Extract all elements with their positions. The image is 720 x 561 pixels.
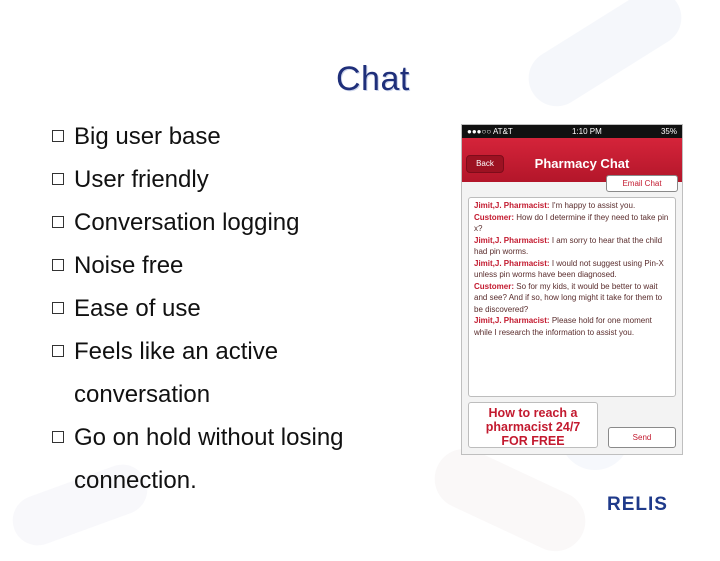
bullet-item: Ease of use bbox=[52, 294, 412, 324]
chat-message: Customer: So for my kids, it would be better to wait and see? And if so, how long might it take for them to be discovered? bbox=[474, 281, 663, 314]
carrier-label: ●●●○○ AT&T bbox=[467, 127, 513, 136]
bullet-item: User friendly bbox=[52, 165, 412, 195]
decorative-pill bbox=[518, 0, 692, 117]
clock-label: 1:10 PM bbox=[571, 127, 602, 136]
bullet-item: Noise free bbox=[52, 251, 412, 281]
bullet-box-icon bbox=[52, 345, 64, 357]
battery-label: 35% bbox=[660, 127, 677, 136]
chat-message: Customer: How do I determine if they need to take pin x? bbox=[474, 212, 669, 233]
nav-title: Pharmacy Chat bbox=[534, 156, 630, 171]
bullet-box-icon bbox=[52, 302, 64, 314]
chat-message: Jimit,J. Pharmacist: I'm happy to assist you. bbox=[474, 201, 636, 210]
bullet-item: Big user base bbox=[52, 122, 412, 152]
bullet-item: Go on hold without losing connection. bbox=[52, 423, 412, 496]
relis-logo: RELIS bbox=[607, 494, 668, 515]
send-button[interactable]: Send bbox=[608, 427, 676, 448]
bullet-list bbox=[52, 122, 412, 509]
bullet-item: Conversation logging bbox=[52, 208, 412, 238]
bullet-box-icon bbox=[52, 173, 64, 185]
pharmacist-ad-banner[interactable]: How to reach a pharmacist 24/7 FOR FREE bbox=[468, 402, 598, 448]
chat-log[interactable] bbox=[468, 197, 676, 397]
bullet-box-icon bbox=[52, 259, 64, 271]
chat-message: Jimit,J. Pharmacist: Please hold for one moment while I research the information to assist you. bbox=[474, 316, 652, 337]
bullet-box-icon bbox=[52, 431, 64, 443]
bullet-box-icon bbox=[52, 130, 64, 142]
chat-message: Jimit,J. Pharmacist: I would not suggest using Pin-X unless pin worms have been diagnosed. bbox=[474, 258, 664, 279]
bullet-item: Feels like an active conversation bbox=[52, 337, 412, 410]
back-button[interactable]: Back bbox=[466, 155, 504, 173]
slide-title: Chat bbox=[336, 60, 410, 98]
email-chat-button[interactable]: Email Chat bbox=[606, 175, 678, 192]
bullet-box-icon bbox=[52, 216, 64, 228]
chat-message: Jimit,J. Pharmacist: I am sorry to hear that the child had pin worms. bbox=[474, 235, 663, 256]
phone-screenshot bbox=[461, 124, 683, 455]
status-bar bbox=[462, 125, 682, 138]
